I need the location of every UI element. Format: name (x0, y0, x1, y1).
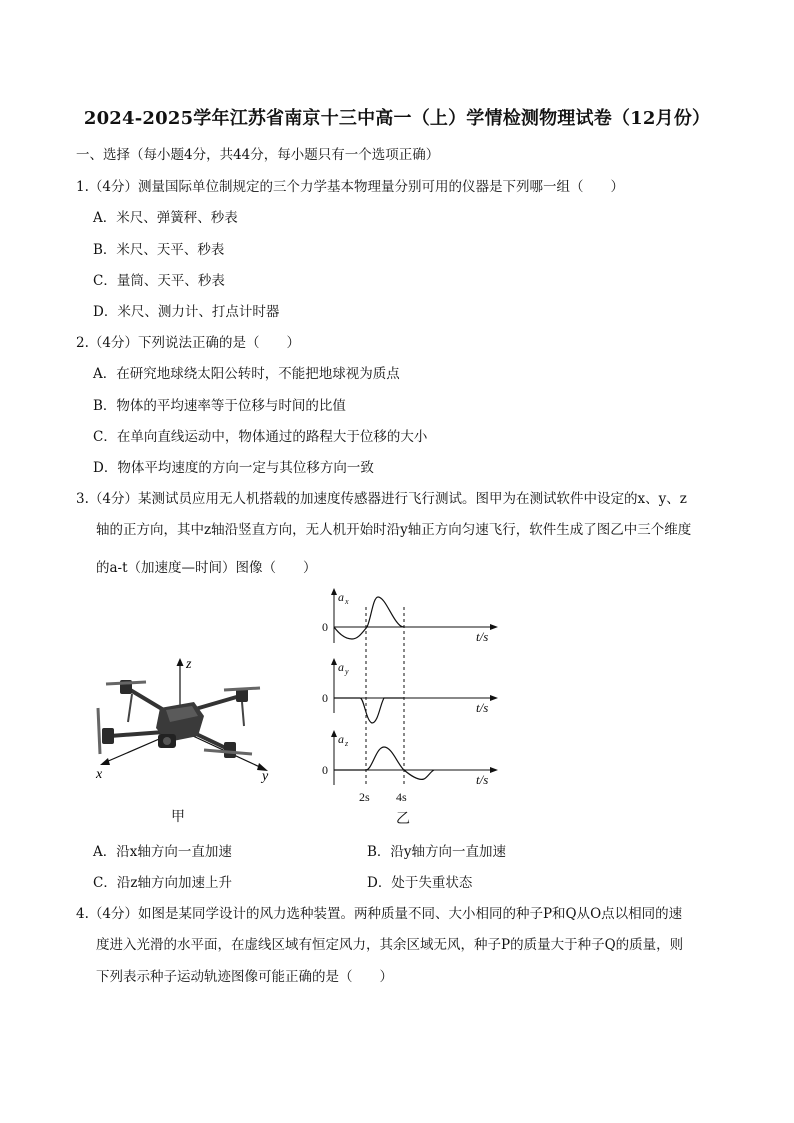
graph-ax-t-label: t/s (476, 629, 489, 644)
section-heading: 一、选择（每小题4分，共44分，每小题只有一个选项正确） (76, 147, 440, 163)
question-2-option-b[interactable]: B．物体的平均速率等于位移与时间的比值 (93, 398, 346, 414)
figure-caption-jia: 甲 (171, 809, 185, 825)
question-2-stem: 2.（4分）下列说法正确的是（ ） (76, 335, 300, 351)
question-3-stem-line-1: 3.（4分）某测试员应用无人机搭载的加速度传感器进行飞行测试。图甲为在测试软件中设定的x、y、z (76, 491, 687, 507)
question-3-option-b[interactable]: B．沿y轴方向一直加速 (367, 844, 507, 860)
question-2-option-a[interactable]: A．在研究地球绕太阳公转时，不能把地球视为质点 (93, 366, 400, 382)
question-3-stem-line-2: 轴的正方向，其中z轴沿竖直方向，无人机开始时沿y轴正方向匀速飞行，软件生成了图乙中三个维度 (96, 522, 692, 538)
question-2-option-d[interactable]: D．物体平均速度的方向一定与其位移方向一致 (93, 460, 374, 476)
graph-ax-sub: x (345, 597, 349, 606)
drone-figure (92, 650, 302, 810)
question-3-option-d[interactable]: D．处于失重状态 (367, 875, 473, 891)
question-2-option-c[interactable]: C．在单向直线运动中，物体通过的路程大于位移的大小 (93, 429, 428, 445)
question-4-stem-line-1: 4.（4分）如图是某同学设计的风力选种装置。两种质量不同、大小相同的种子P和Q从O点以相同的速 (76, 906, 683, 922)
question-4-stem-line-3: 下列表示种子运动轨迹图像可能正确的是（ ） (96, 969, 393, 985)
graph-az-sub: z (345, 739, 349, 748)
graph-az-label: a (338, 732, 344, 746)
axis-z-label: z (186, 657, 192, 672)
question-3-stem-line-3: 的a-t（加速度—时间）图像（ ） (96, 560, 317, 576)
graph-ay-label: a (338, 660, 344, 674)
graph-ay-origin: 0 (322, 691, 328, 705)
acceleration-graphs (300, 585, 510, 813)
graph-ax-origin: 0 (322, 620, 328, 634)
graph-ax-label: a (338, 590, 344, 604)
tick-2s: 2s (359, 790, 370, 804)
question-1-option-b[interactable]: B．米尺、天平、秒表 (93, 242, 225, 258)
question-4-stem-line-2: 度进入光滑的水平面，在虚线区域有恒定风力，其余区域无风，种子P的质量大于种子Q的质量，则 (96, 937, 684, 953)
page-title: 2024-2025学年江苏省南京十三中高一（上）学情检测物理试卷（12月份） (83, 108, 711, 129)
graph-az-t-label: t/s (476, 772, 489, 787)
graph-az-origin: 0 (322, 763, 328, 777)
tick-4s: 4s (396, 790, 407, 804)
question-3-option-a[interactable]: A．沿x轴方向一直加速 (93, 844, 232, 860)
graph-ay-curve (334, 698, 404, 723)
graph-ay-t-label: t/s (476, 700, 489, 715)
question-1-stem: 1.（4分）测量国际单位制规定的三个力学基本物理量分别可用的仪器是下列哪一组（ ） (76, 179, 624, 195)
question-3-option-c[interactable]: C．沿z轴方向加速上升 (93, 875, 232, 891)
question-1-option-a[interactable]: A．米尺、弹簧秤、秒表 (93, 210, 238, 226)
graph-ay-sub: y (345, 667, 349, 676)
graph-az-curve (334, 747, 434, 779)
figure-caption-yi: 乙 (396, 811, 410, 827)
axis-y-label: y (262, 769, 269, 784)
question-1-option-d[interactable]: D．米尺、测力计、打点计时器 (93, 304, 280, 320)
axis-x-label: x (96, 767, 103, 782)
question-1-option-c[interactable]: C．量筒、天平、秒表 (93, 273, 225, 289)
